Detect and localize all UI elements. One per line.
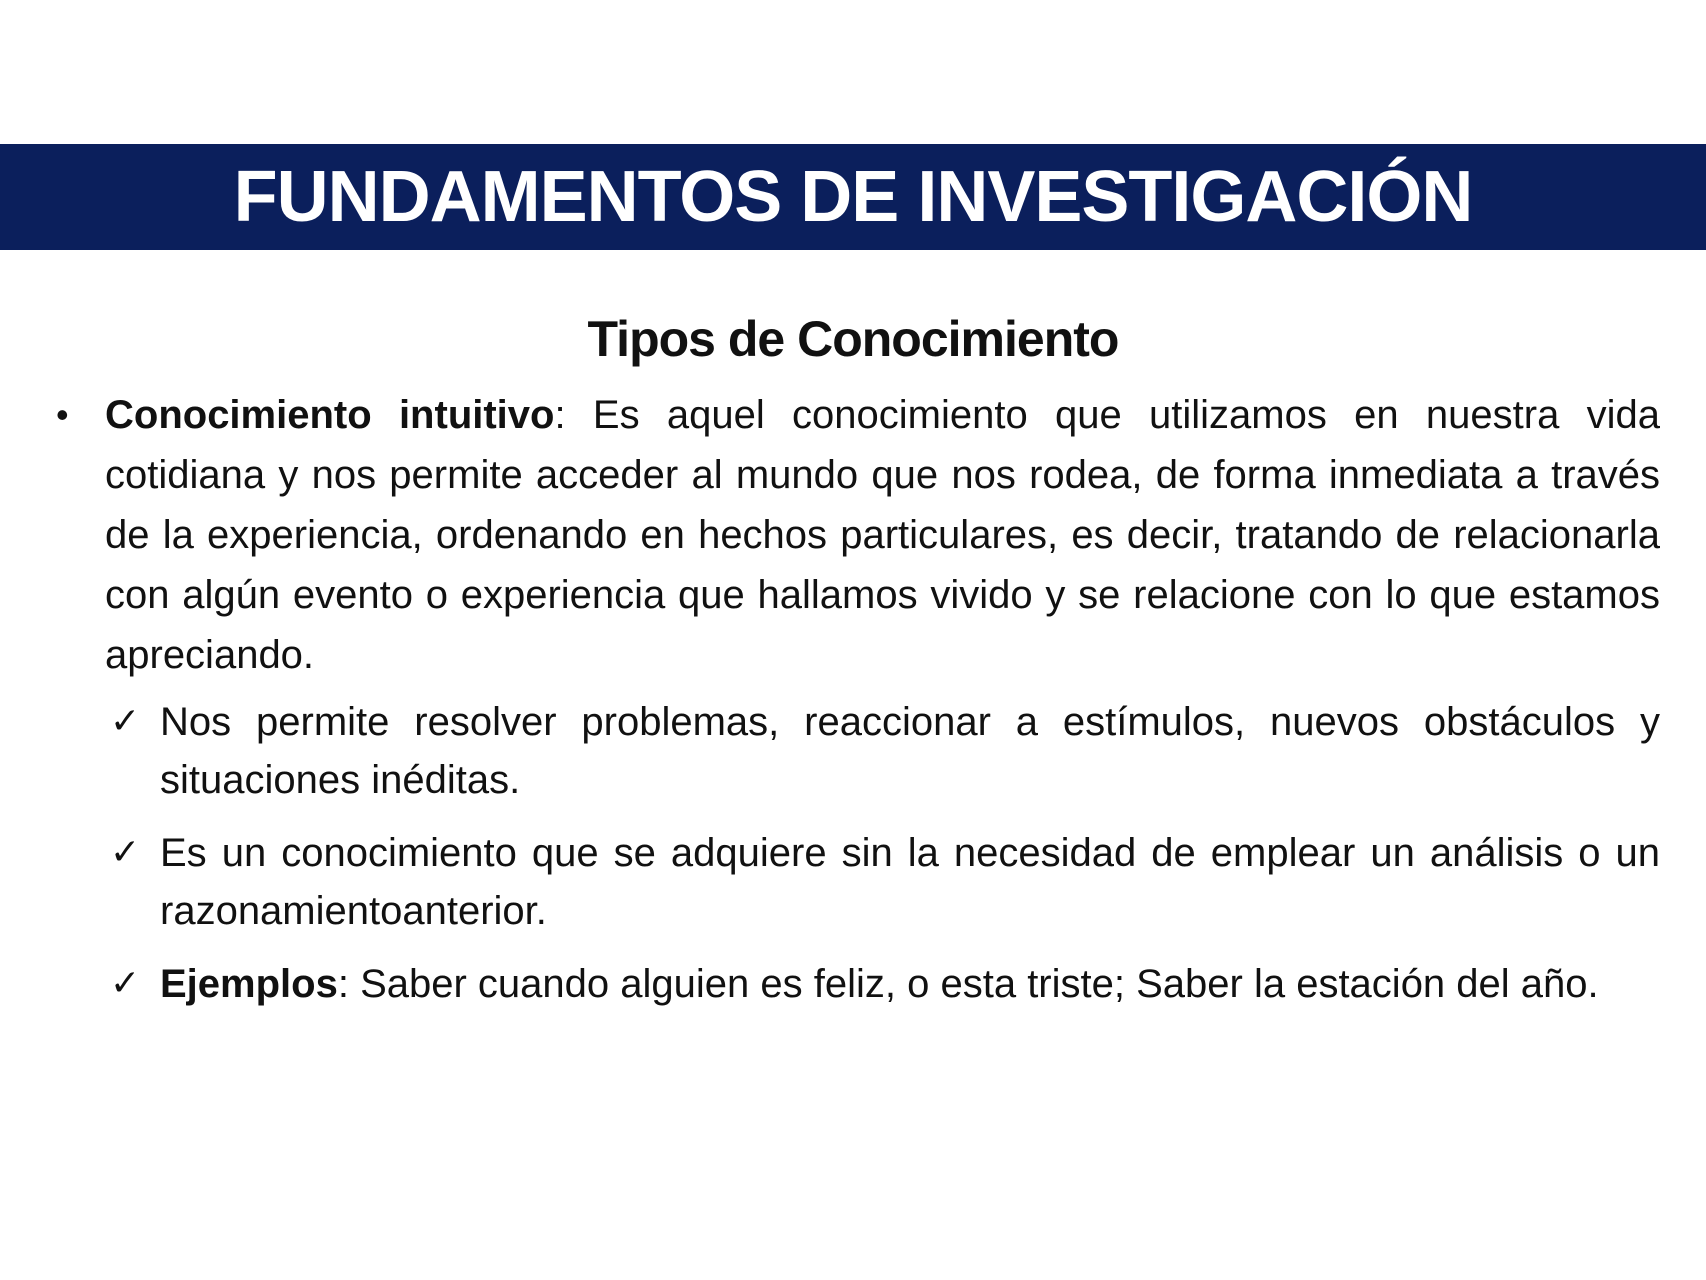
- sub-item-text: Es un conocimiento que se adquiere sin la necesidad de emplear un análisis o un razonamientoanterior.: [160, 831, 1660, 933]
- slide-content: [50, 385, 1660, 1028]
- sub-item-text: Nos permite resolver problemas, reaccionar a estímulos, nuevos obstáculos y situaciones inéditas.: [160, 700, 1660, 802]
- bullet-term: Conocimiento intuitivo: [105, 393, 555, 437]
- sub-item: [110, 693, 1660, 809]
- bullet-separator: :: [554, 393, 566, 437]
- examples-separator: :: [337, 962, 349, 1006]
- checkmark-icon: ✓: [110, 832, 141, 873]
- checkmark-icon: ✓: [110, 701, 141, 742]
- sub-item: [110, 824, 1660, 940]
- bullet-icon: •: [56, 394, 69, 435]
- title-banner: [0, 144, 1706, 250]
- bullet-item-intuitive: [50, 385, 1660, 685]
- examples-term: Ejemplos: [160, 962, 338, 1006]
- sub-list: [50, 693, 1660, 1013]
- section-title: Tipos de Conocimiento: [587, 311, 1119, 367]
- sub-item-text: Saber cuando alguien es feliz, o esta triste; Saber la estación del año.: [348, 962, 1599, 1006]
- checkmark-icon: ✓: [110, 963, 141, 1004]
- bullet-text: Es aquel conocimiento que utilizamos en nuestra vida cotidiana y nos permite acceder al mundo que nos rodea, de forma inmediata a través de la experiencia, ordenando en hechos particulares, es decir, tratando de relacionarla con algún evento o experiencia que hallamos vivido y se relacione con lo que estamos apreciando.: [105, 393, 1660, 677]
- slide-title: FUNDAMENTOS DE INVESTIGACIÓN: [233, 157, 1473, 237]
- sub-item-examples: [110, 955, 1660, 1013]
